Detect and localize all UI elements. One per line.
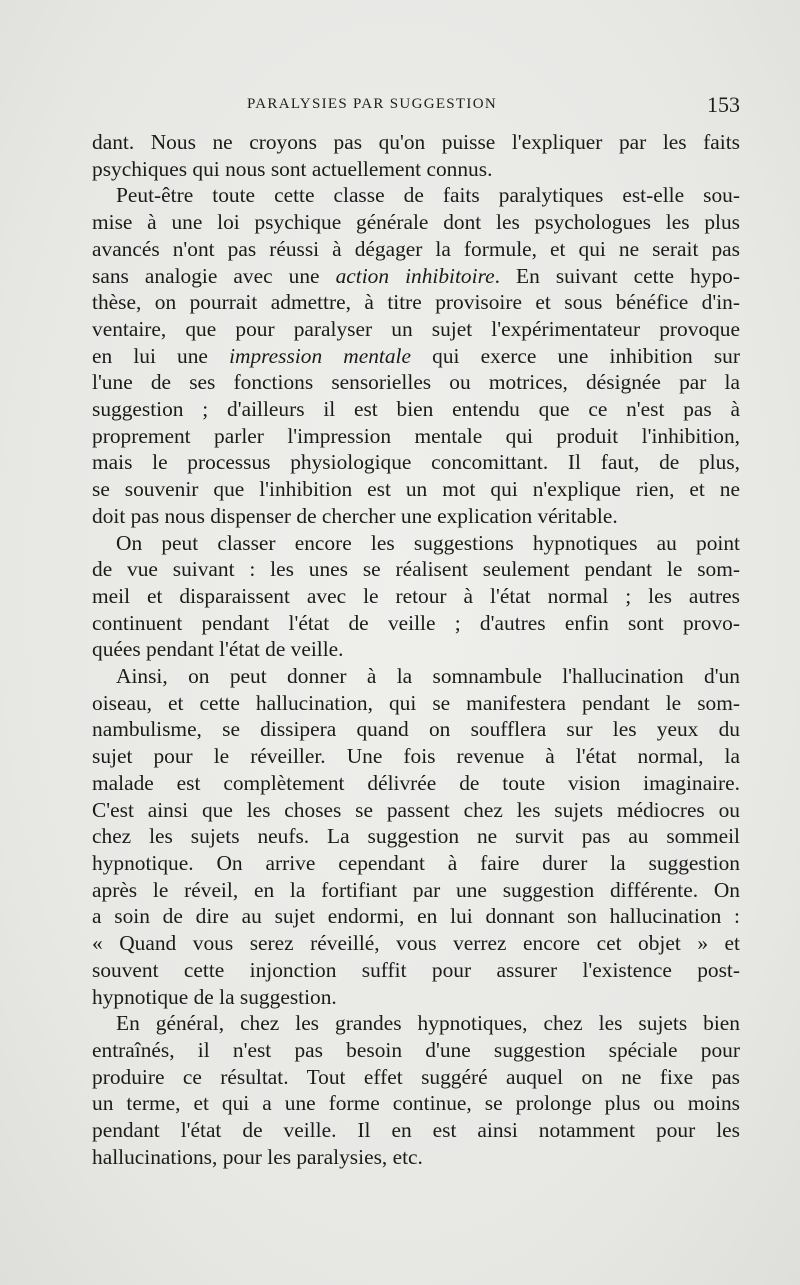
text-line: malade est complètement délivrée de toute vision imaginaire. — [92, 770, 740, 795]
page-number: 153 — [707, 92, 740, 117]
text-line: Ainsi, on peut donner à la somnambule l'hallucination d'un — [116, 664, 740, 689]
text-line: mais le processus physiologique concomittant. Il faut, de plus, — [92, 450, 740, 475]
text-line: En général, chez les grandes hypnotiques, chez les sujets bien — [116, 1011, 740, 1036]
text-line: C'est ainsi que les choses se passent chez les sujets médiocres ou — [92, 797, 740, 822]
text-segment: en lui une — [92, 343, 230, 368]
text-line: proprement parler l'impression mentale qui produit l'inhibition, — [92, 423, 740, 448]
text-line: hallucinations, pour les paralysies, etc. — [92, 1144, 423, 1169]
text-line: On peut classer encore les suggestions hypnotiques au point — [116, 530, 740, 555]
text-line: Peut-être toute cette classe de faits paralytiques est-elle sou- — [116, 183, 740, 208]
text-line: pendant l'état de veille. Il en est ainsi notamment pour les — [92, 1118, 740, 1143]
text-line: avancés n'ont pas réussi à dégager la formule, et qui ne serait pas — [92, 236, 740, 261]
italic-phrase: impression mentale — [229, 343, 411, 368]
text-line — [92, 263, 740, 290]
body-text — [92, 129, 740, 1170]
text-line: dant. Nous ne croyons pas qu'on puisse l'expliquer par les faits — [92, 130, 740, 154]
text-line: ventaire, que pour paralyser un sujet l'expérimentateur provoque — [92, 316, 740, 341]
text-line — [92, 343, 740, 370]
paragraph — [92, 129, 740, 182]
text-line: nambulisme, se dissipera quand on soufflera sur les yeux du — [92, 717, 740, 742]
text-line: se souvenir que l'inhibition est un mot qui n'explique rien, et ne — [92, 477, 740, 502]
text-line: un terme, et qui a une forme continue, se prolonge plus ou moins — [92, 1091, 740, 1116]
text-segment: qui exerce une inhibition sur — [411, 343, 741, 368]
text-line: suggestion ; d'ailleurs il est bien entendu que ce n'est pas à — [92, 397, 740, 422]
italic-phrase: action inhibitoire — [335, 263, 495, 288]
text-line: « Quand vous serez réveillé, vous verrez encore cet objet » et — [92, 931, 740, 956]
text-line: mise à une loi psychique générale dont les psychologues les plus — [92, 210, 740, 235]
text-line: quées pendant l'état de veille. — [92, 637, 344, 662]
text-line: chez les sujets neufs. La suggestion ne survit pas au sommeil — [92, 824, 740, 849]
text-line: de vue suivant : les unes se réalisent seulement pendant le som- — [92, 557, 740, 582]
paragraph — [92, 530, 740, 664]
paragraph — [92, 663, 740, 1010]
text-line: meil et disparaissent avec le retour à l'état normal ; les autres — [92, 583, 740, 608]
text-line: sujet pour le réveiller. Une fois revenue à l'état normal, la — [92, 744, 740, 769]
text-line: hypnotique. On arrive cependant à faire durer la suggestion — [92, 850, 740, 875]
text-line: après le réveil, en la fortifiant par une suggestion différente. On — [92, 877, 740, 902]
page-header — [92, 94, 740, 120]
text-line: a soin de dire au sujet endormi, en lui donnant son hallucination : — [92, 904, 740, 929]
text-line: souvent cette injonction suffit pour assurer l'existence post- — [92, 957, 740, 982]
text-line: produire ce résultat. Tout effet suggéré auquel on ne fixe pas — [92, 1064, 740, 1089]
text-line: continuent pendant l'état de veille ; d'autres enfin sont provo- — [92, 610, 740, 635]
text-line: doit pas nous dispenser de chercher une explication véritable. — [92, 503, 618, 528]
text-line: entraînés, il n'est pas besoin d'une suggestion spéciale pour — [92, 1037, 740, 1062]
running-title: PARALYSIES PAR SUGGESTION — [247, 96, 497, 112]
text-line: l'une de ses fonctions sensorielles ou motrices, désignée par la — [92, 370, 740, 395]
text-line: hypnotique de la suggestion. — [92, 984, 337, 1009]
text-segment: sans analogie avec une — [92, 263, 336, 288]
text-line: oiseau, et cette hallucination, qui se manifestera pendant le som- — [92, 690, 740, 715]
text-line: thèse, on pourrait admettre, à titre provisoire et sous bénéfice d'in- — [92, 290, 740, 315]
paragraph — [92, 182, 740, 529]
text-line: psychiques qui nous sont actuellement connus. — [92, 156, 493, 181]
paragraph — [92, 1010, 740, 1170]
text-segment: . En suivant cette hypo- — [494, 263, 740, 288]
